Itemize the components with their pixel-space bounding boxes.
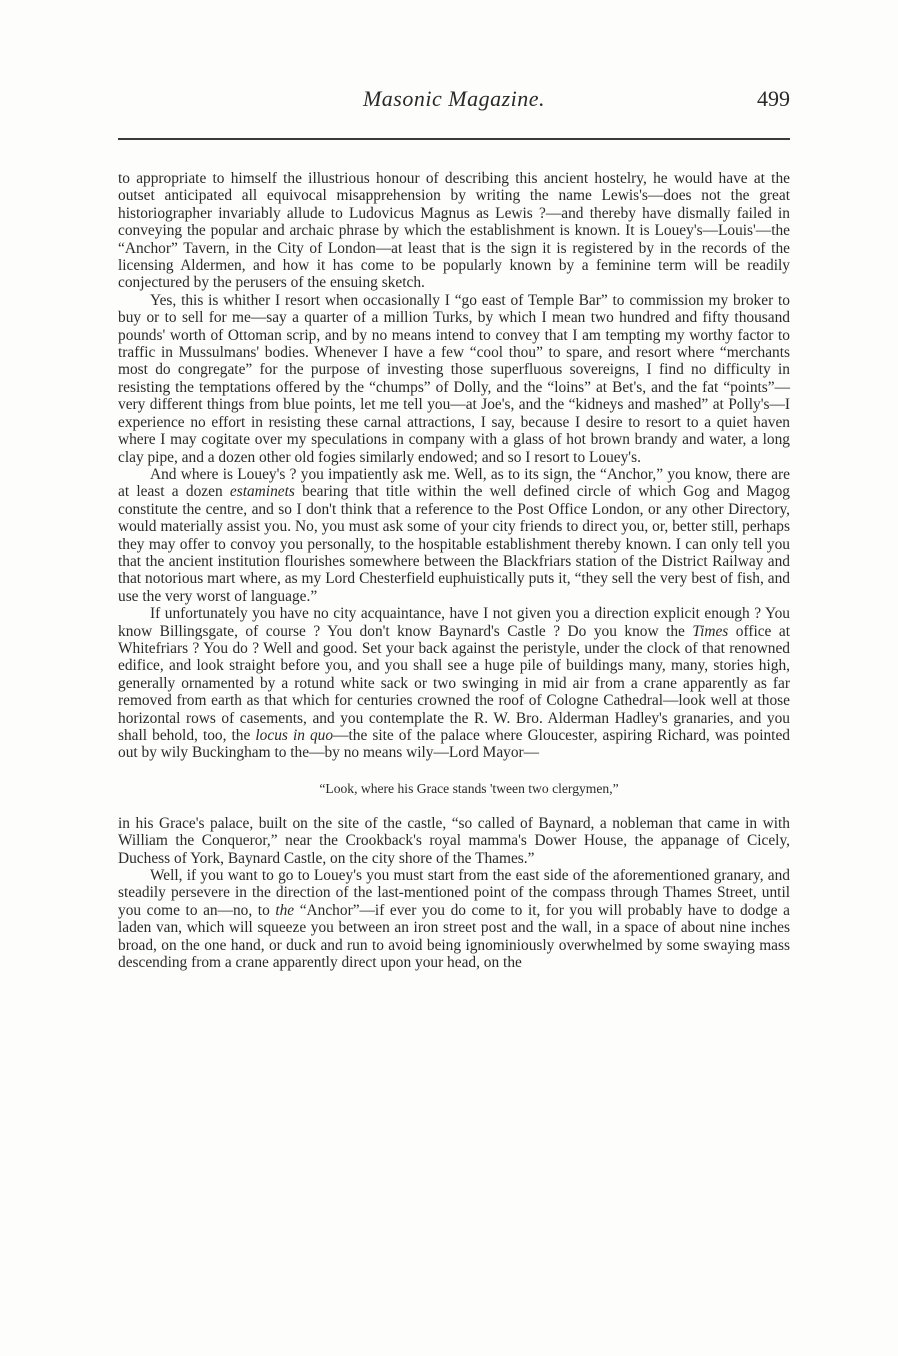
paragraph-6-italic: the [275, 901, 295, 919]
paragraph-4-italic-locus: locus in quo [255, 727, 334, 744]
header-rule [118, 138, 790, 140]
paragraph-4-text-b: office at Whitefriars ? You do ? Well and good. Set your back against the peristyle, under the clock of that renowned edifice, and look straight before you, and you shall see a huge pile of buildings many, many, stories high, generally ornamented by a rotund white sack or two swinging in mid air from a crane apparently as far removed from earth as that which for centuries crowned the roof of Cologne Cathedral—look well at those horizontal rows of casements, and you contemplate the R. W. Bro. Alderman Hadley's granaries, and you shall behold, too, the [118, 622, 790, 744]
paragraph-5: in his Grace's palace, built on the site of the castle, “so called of Baynard, a nobleman that came in with William the Conqueror,” near the Crookback's royal mamma's Dower House, the appanage of Cicely, Duchess of York, Baynard Castle, on the city shore of the Thames.” [118, 814, 790, 867]
verse-quote: “Look, where his Grace stands 'tween two clergymen,” [319, 780, 619, 796]
paragraph-6 [118, 867, 790, 971]
page-number: 499 [757, 86, 790, 111]
paragraph-3-text-a: And where is Louey's ? you impatiently ask me. Well, as to its sign, the “Anchor,” you know, there are at least a dozen [118, 465, 790, 501]
running-title: Masonic Magazine. [362, 86, 546, 111]
paragraph-4-text-a: If unfortunately you have no city acquaintance, have I not given you a direction explicit enough ? You know Billingsgate, of course ? You don't know Baynard's Castle ? Do you know the [118, 605, 790, 640]
article-body [118, 170, 790, 971]
paragraph-6-text-b: “Anchor”—if ever you do come to it, for you will probably have to dodge a laden van, which will squeeze you between an iron street post and the wall, in a space of about nine inches broad, on the one hand, or duck and run to avoid being ignominiously overwhelmed by some swaying mass descending from a crane apparently direct upon your head, on the [118, 901, 790, 972]
page-header [118, 82, 790, 122]
paragraph-4-text-c: —the site of the palace where Gloucester, aspiring Richard, was pointed out by wily Buckingham to the—by no means wily—Lord Mayor— [118, 727, 790, 762]
paragraph-6-text-a: Well, if you want to go to Louey's you must start from the east side of the aforementioned granary, and steadily persevere in the direction of the last-mentioned point of the compass through Thames Street, until you come to an—no, to [118, 867, 790, 919]
paragraph-4 [118, 605, 790, 762]
paragraph-2: Yes, this is whither I resort when occasionally I “go east of Temple Bar” to commission my broker to buy or to sell for me—say a quarter of a million Turks, by which I mean two hundred and fifty thousand pounds' worth of Ottoman scrip, and by no means intend to convey that I am tempting my worthy factor to traffic in Mussulmans' bodies. Whenever I have a few “cool thou” to spare, and resort where “merchants most do congregate” for the purpose of investing those superfluous sovereigns, I find no difficulty in resisting the temptations offered by the “chumps” of Dolly, and the “loins” at Bet's, and the fat “points”—very different things from blue points, let me tell you—at Joe's, and the “kidneys and mashed” at Polly's—I experience no effort in resisting these carnal attractions, I say, because I desire to resort to a quiet haven where I may cogitate over my speculations in company with a glass of hot brown brandy and water, a long clay pipe, and a dozen other old fogies similarly endowed; and so I resort to Louey's. [118, 291, 790, 466]
paragraph-3-italic: estaminets [229, 483, 295, 501]
paragraph-1: to appropriate to himself the illustrious honour of describing this ancient hostelry, he would have at the outset anticipated all equivocal misapprehension by writing the name Lewis's—does not the great historiographer invariably allude to Ludovicus Magnus as Lewis ?—and thereby have dismally failed in conveying the popular and archaic phrase by which the establishment is known. It is Louey's—Louis'—the “Anchor” Tavern, in the City of London—at least that is the sign it is registered by in the records of the licensing Aldermen, and how it has come to be popularly known by a feminine term will be readily conjectured by the perusers of the ensuing sketch. [118, 170, 790, 292]
paragraph-3 [118, 466, 790, 605]
paragraph-4-italic-times: Times [692, 622, 729, 640]
paragraph-3-text-b: bearing that title within the well defined circle of which Gog and Magog constitute the centre, and so I don't think that a reference to the Post Office London, or any other Directory, would materially assist you. No, you must ask some of your city friends to direct you, or, better still, perhaps they may offer to convoy you personally, to the hospitable establishment thereby known. I can only tell you that the ancient institution flourishes somewhere between the Blackfriars station of the District Railway and that notorious mart where, as my Lord Chesterfield euphuistically puts it, “they sell the very best of fish, and use the very worst of language.” [118, 483, 790, 605]
